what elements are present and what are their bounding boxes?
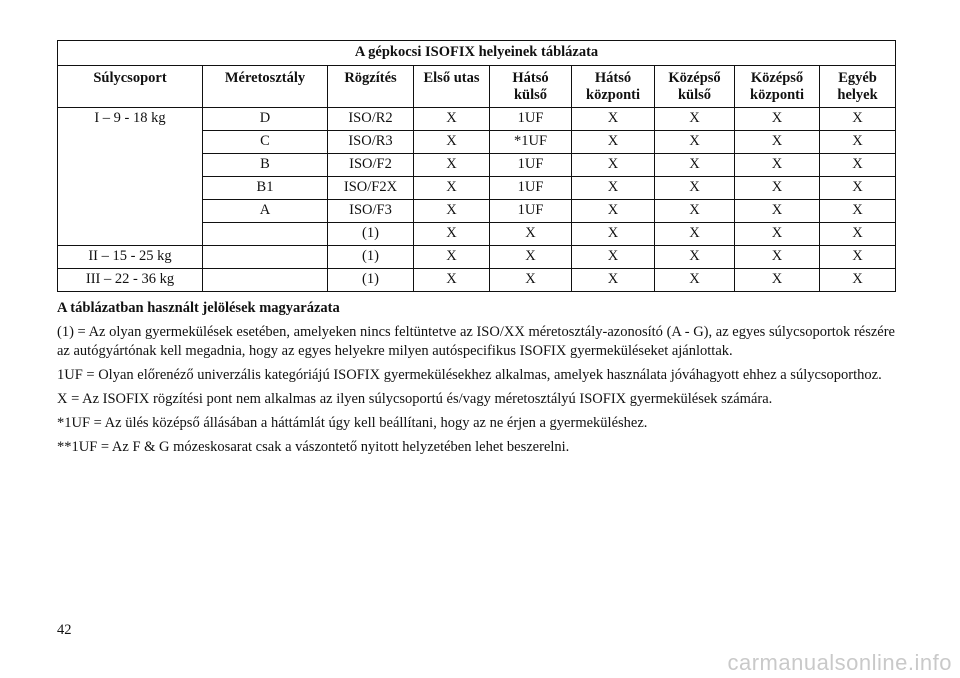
table-cell: X: [414, 269, 490, 292]
column-header-line: központi: [586, 87, 640, 103]
table-cell: X: [735, 177, 820, 200]
column-header: [820, 66, 896, 108]
column-header-line: Súlycsoport: [93, 70, 167, 86]
table-cell: 1UF: [490, 177, 572, 200]
table-body: [58, 108, 896, 292]
watermark: carmanualsonline.info: [727, 650, 952, 675]
table-cell: X: [820, 269, 896, 292]
table-cell: X: [414, 108, 490, 131]
isofix-table: [57, 40, 896, 292]
table-cell: [203, 246, 328, 269]
column-header-line: Első utas: [423, 70, 480, 86]
table-cell: X: [735, 223, 820, 246]
column-header-line: Hátsó: [512, 70, 549, 86]
table-cell: *1UF: [490, 131, 572, 154]
column-header-line: külső: [513, 87, 548, 103]
column-header: [655, 66, 735, 108]
weight-group-cell: III – 22 - 36 kg: [58, 269, 203, 292]
table-cell: X: [414, 246, 490, 269]
table-cell: [203, 223, 328, 246]
table-cell: X: [655, 223, 735, 246]
table-cell: X: [820, 223, 896, 246]
table-cell: X: [655, 131, 735, 154]
table-cell: X: [820, 177, 896, 200]
table-cell: X: [735, 131, 820, 154]
table-cell: (1): [328, 223, 414, 246]
table-header-row: [58, 66, 896, 108]
table-row: [58, 246, 896, 269]
table-cell: ISO/F2: [328, 154, 414, 177]
table-row: [58, 108, 896, 131]
table-cell: A: [203, 200, 328, 223]
table-cell: X: [490, 269, 572, 292]
column-header-line: Középső: [750, 70, 804, 86]
column-header: [414, 66, 490, 108]
table-cell: X: [572, 223, 655, 246]
table-cell: X: [820, 131, 896, 154]
table-cell: X: [490, 223, 572, 246]
table-cell: D: [203, 108, 328, 131]
table-cell: ISO/R3: [328, 131, 414, 154]
table-cell: X: [490, 246, 572, 269]
column-header-line: Középső: [668, 70, 721, 86]
table-cell: X: [655, 177, 735, 200]
table-cell: (1): [328, 246, 414, 269]
legend-item: (1) = Az olyan gyermekülések esetében, amelyeken nincs feltüntetve az ISO/XX méretosztály-azonosító (A - G), az egyes súlycsoportok részére az autógyártónak kell megadnia, hogy az egyes helyekre milyen autóspecifikus ISOFIX gyermeküléseket ajánlottak.: [57, 324, 895, 359]
table-cell: [203, 269, 328, 292]
column-header: [328, 66, 414, 108]
table-cell: X: [572, 108, 655, 131]
table-cell: ISO/R2: [328, 108, 414, 131]
table-cell: X: [655, 108, 735, 131]
page-content: [57, 40, 895, 462]
table-cell: C: [203, 131, 328, 154]
column-header: [735, 66, 820, 108]
column-header: [203, 66, 328, 108]
legend-item: X = Az ISOFIX rögzítési pont nem alkalmas az ilyen súlycsoportú és/vagy méretosztályú ISOFIX gyermekülések számára.: [57, 391, 773, 407]
table-row: [58, 269, 896, 292]
table-cell: X: [572, 154, 655, 177]
table-cell: X: [572, 269, 655, 292]
legend-heading: A táblázatban használt jelölések magyarázata: [57, 300, 340, 316]
table-cell: X: [735, 200, 820, 223]
column-header-line: Rögzítés: [344, 70, 397, 86]
legend-items: [57, 323, 895, 457]
table-cell: B: [203, 154, 328, 177]
legend: [57, 299, 895, 457]
table-cell: X: [655, 246, 735, 269]
table-cell: ISO/F3: [328, 200, 414, 223]
table-cell: ISO/F2X: [328, 177, 414, 200]
table-cell: X: [414, 154, 490, 177]
table-cell: X: [414, 223, 490, 246]
legend-item: 1UF = Olyan előrenéző univerzális kategóriájú ISOFIX gyermekülésekhez alkalmas, amelyek használata jóváhagyott ehhez a súlycsoporthoz.: [57, 367, 882, 383]
table-cell: X: [820, 246, 896, 269]
legend-item: *1UF = Az ülés középső állásában a háttámlát úgy kell beállítani, hogy az ne érjen a gyermeküléshez.: [57, 415, 648, 431]
table-cell: X: [735, 269, 820, 292]
column-header: [58, 66, 203, 108]
column-header-line: Méretosztály: [224, 70, 306, 86]
table-cell: X: [572, 200, 655, 223]
table-cell: X: [572, 246, 655, 269]
legend-item: **1UF = Az F & G mózeskosarat csak a vászontető nyitott helyzetében lehet beszerelni.: [57, 439, 570, 455]
table-cell: X: [655, 200, 735, 223]
table-cell: (1): [328, 269, 414, 292]
table-cell: X: [735, 108, 820, 131]
table-cell: 1UF: [490, 200, 572, 223]
page-number: 42: [57, 622, 72, 638]
table-cell: 1UF: [490, 154, 572, 177]
table-cell: X: [820, 108, 896, 131]
column-header: [572, 66, 655, 108]
table-cell: X: [414, 131, 490, 154]
table-title: A gépkocsi ISOFIX helyeinek táblázata: [58, 41, 896, 66]
column-header: [490, 66, 572, 108]
table-cell: X: [414, 177, 490, 200]
table-cell: X: [735, 246, 820, 269]
column-header-line: Egyéb: [838, 70, 877, 86]
table-cell: X: [572, 177, 655, 200]
column-header-line: külső: [677, 87, 712, 103]
table-cell: X: [820, 154, 896, 177]
table-cell: X: [655, 154, 735, 177]
table-cell: X: [414, 200, 490, 223]
weight-group-cell: I – 9 - 18 kg: [58, 108, 203, 246]
table-cell: X: [735, 154, 820, 177]
table-cell: 1UF: [490, 108, 572, 131]
table-cell: X: [655, 269, 735, 292]
weight-group-cell: II – 15 - 25 kg: [58, 246, 203, 269]
column-header-line: helyek: [837, 87, 878, 103]
column-header-line: központi: [750, 87, 804, 103]
table-cell: X: [572, 131, 655, 154]
table-cell: X: [820, 200, 896, 223]
table-cell: B1: [203, 177, 328, 200]
column-header-line: Hátsó: [594, 70, 632, 86]
